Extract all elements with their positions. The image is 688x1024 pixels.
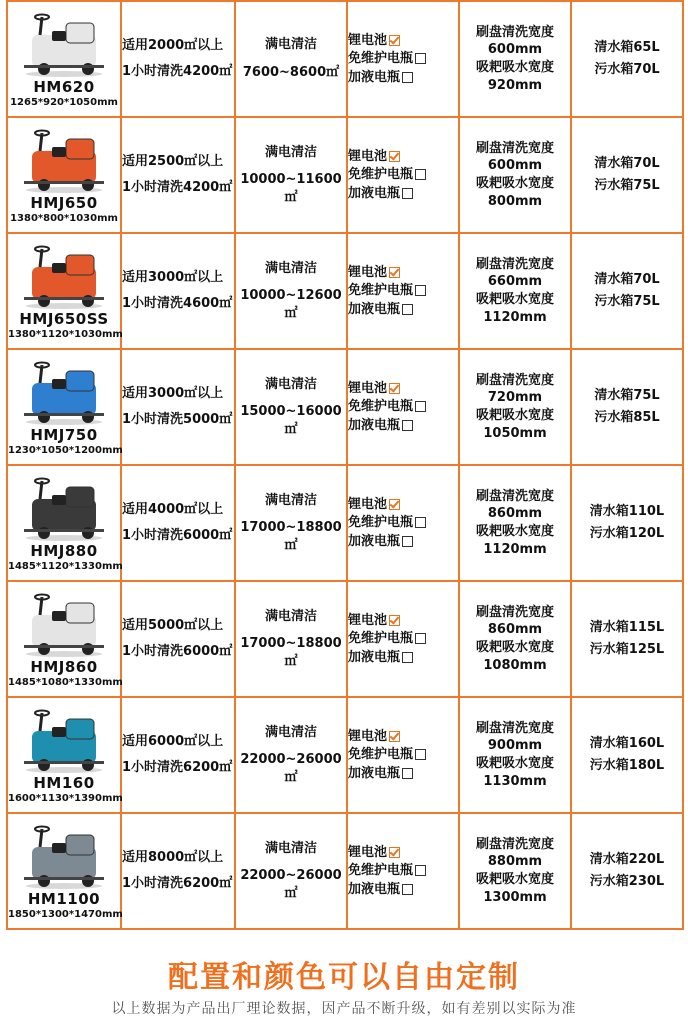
hourly-capacity: 1小时清洗5000㎡ xyxy=(122,412,233,427)
brush-width-value: 600mm xyxy=(487,42,543,58)
full-charge-cell xyxy=(235,465,347,581)
full-charge-label: 满电清洁 xyxy=(264,840,317,856)
width-cell xyxy=(459,465,571,581)
tank-cell xyxy=(571,1,683,117)
hourly-capacity: 1小时清洗4600㎡ xyxy=(122,296,233,311)
empty-box-icon xyxy=(402,768,413,779)
checked-box-icon xyxy=(389,151,400,162)
battery-option-flooded: 加液电瓶 xyxy=(348,69,458,87)
empty-box-icon xyxy=(402,188,413,199)
checked-box-icon xyxy=(389,847,400,858)
battery-cell xyxy=(347,117,459,233)
applicable-area: 适用4000㎡以上 xyxy=(122,502,224,518)
applicable-area: 适用2500㎡以上 xyxy=(122,154,224,170)
applicable-area: 适用3000㎡以上 xyxy=(122,270,224,286)
model-cell xyxy=(7,581,121,697)
dirty-water-tank: 污水箱180L xyxy=(589,758,665,773)
squeegee-width-value: 1120mm xyxy=(483,541,547,557)
machine-row xyxy=(7,697,683,813)
clean-water-tank: 清水箱65L xyxy=(594,40,660,56)
model-name: HMJ750 xyxy=(30,425,98,444)
model-dimensions: 1600*1130*1390mm xyxy=(8,792,123,804)
battery-option-maintenance-free: 免维护电瓶 xyxy=(348,166,458,184)
squeegee-width-label: 吸耙吸水宽度 xyxy=(475,524,554,539)
machine-row xyxy=(7,813,683,929)
width-cell xyxy=(459,697,571,813)
full-charge-value: 22000~26000㎡ xyxy=(240,752,342,785)
full-charge-cell xyxy=(235,117,347,233)
dirty-water-tank: 污水箱75L xyxy=(594,294,660,309)
full-charge-label: 满电清洁 xyxy=(264,37,317,53)
battery-cell xyxy=(347,233,459,349)
squeegee-width-value: 1300mm xyxy=(483,889,547,905)
width-cell xyxy=(459,1,571,117)
machine-row xyxy=(7,233,683,349)
battery-option-flooded: 加液电瓶 xyxy=(348,649,458,667)
squeegee-width-label: 吸耙吸水宽度 xyxy=(475,756,554,771)
empty-box-icon xyxy=(402,652,413,663)
area-cell xyxy=(121,233,235,349)
battery-cell xyxy=(347,813,459,929)
model-dimensions: 1485*1080*1330mm xyxy=(8,676,123,688)
tank-cell xyxy=(571,581,683,697)
full-charge-cell xyxy=(235,813,347,929)
tank-cell xyxy=(571,349,683,465)
battery-option-lithium: 锂电池 xyxy=(348,728,458,746)
full-charge-label: 满电清洁 xyxy=(264,724,317,740)
model-cell xyxy=(7,1,121,117)
full-charge-value: 10000~12600㎡ xyxy=(240,288,342,321)
hourly-capacity: 1小时清洗4200㎡ xyxy=(122,64,233,79)
machine-row xyxy=(7,117,683,233)
model-name: HM160 xyxy=(33,773,95,792)
battery-cell xyxy=(347,465,459,581)
area-cell xyxy=(121,813,235,929)
checked-box-icon xyxy=(389,615,400,626)
tank-cell xyxy=(571,813,683,929)
model-dimensions: 1485*1120*1330mm xyxy=(8,560,123,572)
tank-cell xyxy=(571,233,683,349)
machine-row xyxy=(7,581,683,697)
empty-box-icon xyxy=(415,53,426,64)
full-charge-label: 满电清洁 xyxy=(264,492,317,508)
battery-option-lithium: 锂电池 xyxy=(348,32,458,50)
empty-box-icon xyxy=(415,633,426,644)
full-charge-cell xyxy=(235,1,347,117)
full-charge-label: 满电清洁 xyxy=(264,260,317,276)
full-charge-cell xyxy=(235,349,347,465)
area-cell xyxy=(121,581,235,697)
clean-water-tank: 清水箱115L xyxy=(589,620,665,636)
dirty-water-tank: 污水箱75L xyxy=(594,178,660,193)
model-dimensions: 1380*1120*1030mm xyxy=(8,328,123,340)
squeegee-width-label: 吸耙吸水宽度 xyxy=(475,292,554,307)
tank-cell xyxy=(571,117,683,233)
tank-cell xyxy=(571,465,683,581)
empty-box-icon xyxy=(415,517,426,528)
full-charge-value: 10000~11600㎡ xyxy=(240,172,342,205)
applicable-area: 适用6000㎡以上 xyxy=(122,734,224,750)
brush-width-value: 860mm xyxy=(487,506,543,522)
battery-option-maintenance-free: 免维护电瓶 xyxy=(348,746,458,764)
applicable-area: 适用5000㎡以上 xyxy=(122,618,224,634)
area-cell xyxy=(121,349,235,465)
applicable-area: 适用3000㎡以上 xyxy=(122,386,224,402)
brush-width-value: 660mm xyxy=(487,274,543,290)
area-cell xyxy=(121,117,235,233)
machine-row xyxy=(7,465,683,581)
model-cell xyxy=(7,349,121,465)
scrubber-machine-icon xyxy=(18,823,110,891)
full-charge-value: 22000~26000㎡ xyxy=(240,868,342,901)
clean-water-tank: 清水箱75L xyxy=(594,388,660,404)
full-charge-value: 17000~18800㎡ xyxy=(240,520,342,553)
dirty-water-tank: 污水箱85L xyxy=(594,410,660,425)
battery-option-lithium: 锂电池 xyxy=(348,612,458,630)
battery-option-lithium: 锂电池 xyxy=(348,496,458,514)
model-cell xyxy=(7,117,121,233)
scrubber-machine-icon xyxy=(18,243,110,311)
brush-width-value: 900mm xyxy=(487,738,543,754)
empty-box-icon xyxy=(415,865,426,876)
disclaimer-note: 以上数据为产品出厂理论数据，因产品不断升级，如有差别以实际为准 xyxy=(111,1001,577,1017)
width-cell xyxy=(459,233,571,349)
full-charge-value: 15000~16000㎡ xyxy=(240,404,342,437)
scrubber-machine-icon xyxy=(18,127,110,195)
tank-cell xyxy=(571,697,683,813)
scrubber-machine-icon xyxy=(18,11,110,79)
brush-width-label: 刷盘清洗宽度 xyxy=(475,24,554,40)
checked-box-icon xyxy=(389,731,400,742)
model-dimensions: 1850*1300*1470mm xyxy=(8,908,123,920)
squeegee-width-label: 吸耙吸水宽度 xyxy=(475,408,554,423)
area-cell xyxy=(121,1,235,117)
applicable-area: 适用8000㎡以上 xyxy=(122,850,224,866)
model-cell xyxy=(7,697,121,813)
model-cell xyxy=(7,813,121,929)
model-dimensions: 1230*1050*1200mm xyxy=(8,444,123,456)
squeegee-width-value: 1080mm xyxy=(483,657,547,673)
area-cell xyxy=(121,697,235,813)
battery-option-lithium: 锂电池 xyxy=(348,148,458,166)
squeegee-width-value: 1050mm xyxy=(483,425,547,441)
width-cell xyxy=(459,117,571,233)
full-charge-cell xyxy=(235,581,347,697)
checked-box-icon xyxy=(389,35,400,46)
squeegee-width-value: 1130mm xyxy=(483,773,547,789)
brush-width-label: 刷盘清洗宽度 xyxy=(475,140,554,156)
model-cell xyxy=(7,465,121,581)
brush-width-label: 刷盘清洗宽度 xyxy=(475,372,554,388)
scrubber-machine-icon xyxy=(18,591,110,659)
model-name: HMJ880 xyxy=(30,541,98,560)
battery-cell xyxy=(347,1,459,117)
battery-option-flooded: 加液电瓶 xyxy=(348,185,458,203)
clean-water-tank: 清水箱160L xyxy=(589,736,665,752)
battery-option-flooded: 加液电瓶 xyxy=(348,417,458,435)
empty-box-icon xyxy=(402,72,413,83)
hourly-capacity: 1小时清洗6200㎡ xyxy=(122,760,233,775)
battery-cell xyxy=(347,581,459,697)
customization-slogan: 配置和颜色可以自由定制 xyxy=(168,960,520,995)
spec-table xyxy=(6,0,684,930)
hourly-capacity: 1小时清洗6000㎡ xyxy=(122,528,233,543)
empty-box-icon xyxy=(415,749,426,760)
model-cell xyxy=(7,233,121,349)
squeegee-width-label: 吸耙吸水宽度 xyxy=(475,60,554,75)
battery-cell xyxy=(347,349,459,465)
brush-width-value: 860mm xyxy=(487,622,543,638)
clean-water-tank: 清水箱220L xyxy=(589,852,665,868)
brush-width-label: 刷盘清洗宽度 xyxy=(475,720,554,736)
checked-box-icon xyxy=(389,499,400,510)
full-charge-cell xyxy=(235,233,347,349)
clean-water-tank: 清水箱110L xyxy=(589,504,665,520)
empty-box-icon xyxy=(402,420,413,431)
brush-width-value: 600mm xyxy=(487,158,543,174)
model-name: HMJ860 xyxy=(30,657,98,676)
scrubber-machine-icon xyxy=(18,475,110,543)
battery-option-maintenance-free: 免维护电瓶 xyxy=(348,282,458,300)
checked-box-icon xyxy=(389,383,400,394)
hourly-capacity: 1小时清洗6000㎡ xyxy=(122,644,233,659)
battery-option-maintenance-free: 免维护电瓶 xyxy=(348,630,458,648)
width-cell xyxy=(459,813,571,929)
empty-box-icon xyxy=(415,169,426,180)
battery-option-maintenance-free: 免维护电瓶 xyxy=(348,514,458,532)
brush-width-label: 刷盘清洗宽度 xyxy=(475,836,554,852)
squeegee-width-label: 吸耙吸水宽度 xyxy=(475,640,554,655)
empty-box-icon xyxy=(402,536,413,547)
scrubber-machine-icon xyxy=(18,707,110,775)
squeegee-width-value: 920mm xyxy=(487,77,543,93)
full-charge-label: 满电清洁 xyxy=(264,376,317,392)
full-charge-label: 满电清洁 xyxy=(264,144,317,160)
model-name: HM620 xyxy=(33,77,95,96)
width-cell xyxy=(459,349,571,465)
battery-option-maintenance-free: 免维护电瓶 xyxy=(348,862,458,880)
empty-box-icon xyxy=(415,285,426,296)
squeegee-width-label: 吸耙吸水宽度 xyxy=(475,872,554,887)
brush-width-value: 880mm xyxy=(487,854,543,870)
empty-box-icon xyxy=(415,401,426,412)
hourly-capacity: 1小时清洗6200㎡ xyxy=(122,876,233,891)
dirty-water-tank: 污水箱70L xyxy=(594,62,660,77)
model-name: HM1100 xyxy=(27,889,101,908)
applicable-area: 适用2000㎡以上 xyxy=(122,38,224,54)
full-charge-value: 17000~18800㎡ xyxy=(240,636,342,669)
full-charge-value: 7600~8600㎡ xyxy=(242,65,340,80)
battery-option-flooded: 加液电瓶 xyxy=(348,881,458,899)
battery-option-lithium: 锂电池 xyxy=(348,844,458,862)
area-cell xyxy=(121,465,235,581)
battery-option-maintenance-free: 免维护电瓶 xyxy=(348,50,458,68)
battery-option-maintenance-free: 免维护电瓶 xyxy=(348,398,458,416)
model-dimensions: 1265*920*1050mm xyxy=(10,96,118,108)
squeegee-width-value: 800mm xyxy=(487,193,543,209)
battery-option-flooded: 加液电瓶 xyxy=(348,533,458,551)
battery-option-flooded: 加液电瓶 xyxy=(348,301,458,319)
model-name: HMJ650 xyxy=(30,193,98,212)
dirty-water-tank: 污水箱230L xyxy=(589,874,665,889)
dirty-water-tank: 污水箱125L xyxy=(589,642,665,657)
squeegee-width-label: 吸耙吸水宽度 xyxy=(475,176,554,191)
clean-water-tank: 清水箱70L xyxy=(594,156,660,172)
hourly-capacity: 1小时清洗4200㎡ xyxy=(122,180,233,195)
machine-row xyxy=(7,1,683,117)
brush-width-label: 刷盘清洗宽度 xyxy=(475,256,554,272)
battery-option-lithium: 锂电池 xyxy=(348,380,458,398)
empty-box-icon xyxy=(402,884,413,895)
empty-box-icon xyxy=(402,304,413,315)
full-charge-label: 满电清洁 xyxy=(264,608,317,624)
clean-water-tank: 清水箱70L xyxy=(594,272,660,288)
model-name: HMJ650SS xyxy=(19,309,109,328)
model-dimensions: 1380*800*1030mm xyxy=(10,212,118,224)
machine-row xyxy=(7,349,683,465)
checked-box-icon xyxy=(389,267,400,278)
brush-width-label: 刷盘清洗宽度 xyxy=(475,488,554,504)
battery-option-lithium: 锂电池 xyxy=(348,264,458,282)
battery-option-flooded: 加液电瓶 xyxy=(348,765,458,783)
battery-cell xyxy=(347,697,459,813)
full-charge-cell xyxy=(235,697,347,813)
width-cell xyxy=(459,581,571,697)
dirty-water-tank: 污水箱120L xyxy=(589,526,665,541)
scrubber-machine-icon xyxy=(18,359,110,427)
squeegee-width-value: 1120mm xyxy=(483,309,547,325)
brush-width-value: 720mm xyxy=(487,390,543,406)
brush-width-label: 刷盘清洗宽度 xyxy=(475,604,554,620)
